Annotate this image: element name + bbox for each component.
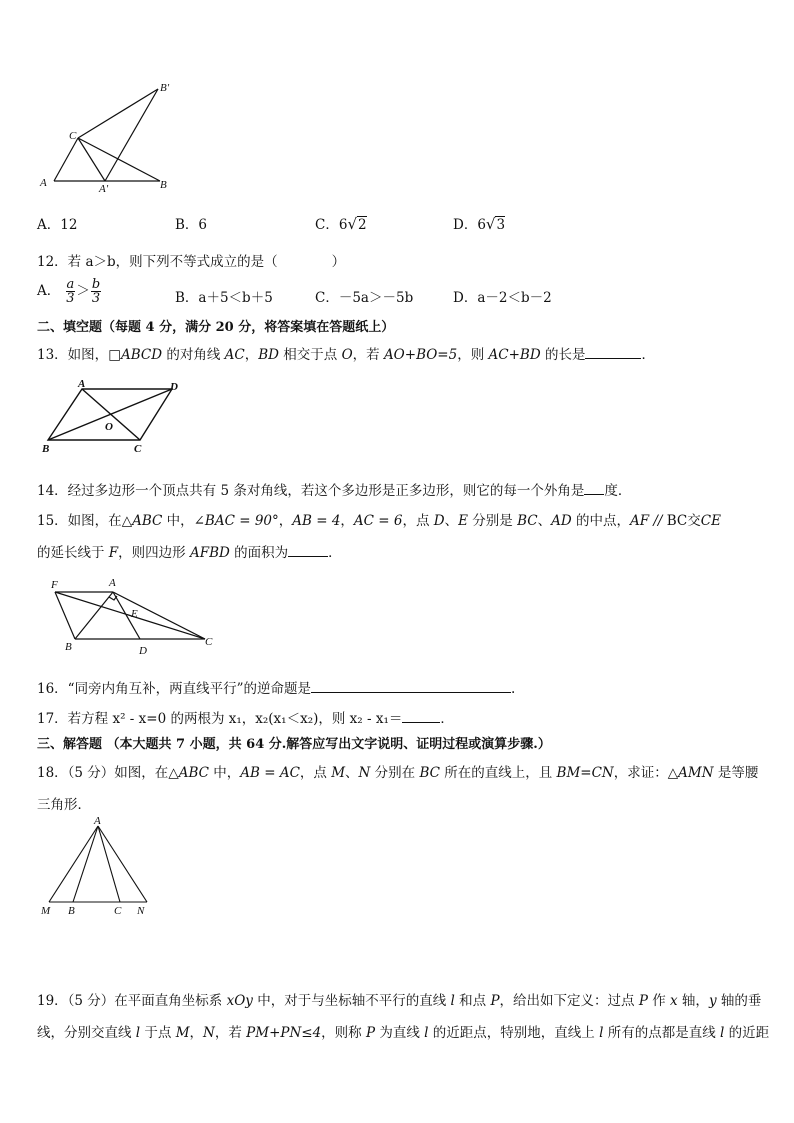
segment-ac bbox=[54, 138, 78, 181]
segment-fb bbox=[55, 592, 75, 639]
segment-am bbox=[49, 826, 98, 902]
figure-q13 bbox=[38, 378, 188, 458]
segment-a1b1 bbox=[105, 89, 158, 181]
segment-cb bbox=[78, 138, 160, 181]
label-a: A bbox=[109, 577, 116, 589]
label-b: B bbox=[160, 179, 167, 191]
segment-an bbox=[98, 826, 147, 902]
option-letter: A． bbox=[37, 217, 61, 233]
q19-line2: 线，分别交直线 l 于点 M，N，若 PM+PN≤4，则称 P 为直线 l 的近距点，特别地，直线上 l 所有的点都是直线 l 的近距 bbox=[37, 1025, 770, 1041]
label-n: N bbox=[137, 905, 145, 917]
figure-q18 bbox=[35, 814, 160, 920]
segment-ac bbox=[98, 826, 120, 902]
q11-option-b[interactable] bbox=[175, 213, 207, 233]
option-text: 6 bbox=[198, 217, 208, 233]
option-letter: A． bbox=[37, 283, 61, 299]
q11-option-a[interactable] bbox=[37, 213, 77, 233]
label-e: E bbox=[131, 608, 138, 620]
q14-text: 14．经过多边形一个顶点共有 5 条对角线，若这个多边形是正多边形，则它的每一个外角是 度． bbox=[37, 483, 632, 499]
option-letter: D． bbox=[453, 290, 478, 306]
fraction-a-over-3: $\frac{a}{3}$ bbox=[66, 277, 75, 306]
q15-line2: 的延长线于 F，则四边形 AFBD 的面积为 ． bbox=[37, 545, 342, 561]
label-a: A bbox=[40, 177, 47, 189]
option-coef: 6 bbox=[477, 217, 486, 233]
label-b-prime: B′ bbox=[160, 82, 170, 94]
answer-blank[interactable] bbox=[288, 544, 328, 557]
q13-text: 13．如图，□ABCD 的对角线 AC，BD 相交于点 O，若 AO+BO=5，则 AC+BD 的长是 ． bbox=[37, 347, 655, 363]
segment-cb1 bbox=[78, 89, 158, 138]
label-c: C bbox=[205, 636, 213, 648]
label-c: C bbox=[134, 443, 142, 455]
label-d: D bbox=[170, 381, 178, 393]
q12-option-c[interactable] bbox=[315, 286, 413, 306]
option-letter: C． bbox=[315, 217, 339, 233]
option-letter: B． bbox=[175, 290, 199, 306]
option-text: a－2＜b－2 bbox=[477, 290, 552, 306]
figure-q15 bbox=[45, 572, 225, 662]
figure-q11 bbox=[30, 78, 190, 194]
label-b: B bbox=[65, 641, 72, 653]
greater-than: ＞ bbox=[76, 283, 90, 299]
q18-line1: 18．（5 分）如图，在△ABC 中，AB = AC，点 M、N 分别在 BC 所在的直线上，且 BM=CN，求证：△AMN 是等腰 bbox=[37, 765, 759, 781]
label-m: M bbox=[41, 905, 51, 917]
label-c: C bbox=[69, 130, 77, 142]
section-heading-solutions: 三、解答题 （本大题共 7 小题，共 64 分.解答应写出文字说明、证明过程或演算步骤.） bbox=[37, 737, 551, 752]
answer-blank[interactable] bbox=[585, 346, 641, 359]
q11-option-d[interactable]: D．6√3 bbox=[453, 215, 506, 233]
option-letter: B． bbox=[175, 217, 199, 233]
option-letter: D． bbox=[453, 217, 478, 233]
label-a: A bbox=[94, 815, 101, 827]
answer-blank[interactable] bbox=[584, 482, 604, 495]
option-coef: 6 bbox=[338, 217, 348, 233]
segment-ab bbox=[73, 826, 98, 902]
label-a: A bbox=[78, 378, 86, 390]
segment-ab bbox=[75, 592, 113, 639]
q12-option-d[interactable] bbox=[453, 286, 552, 306]
option-text: a＋5＜b＋5 bbox=[198, 290, 273, 306]
option-text: －5a＞－5b bbox=[338, 290, 414, 306]
label-d: D bbox=[139, 645, 147, 657]
answer-blank[interactable] bbox=[402, 710, 440, 723]
q15-line1: 15．如图，在△ABC 中，∠BAC = 90°，AB = 4，AC = 6，点 D、E 分别是 BC、AD 的中点，AF // BC交CE bbox=[37, 513, 721, 529]
label-b: B bbox=[68, 905, 75, 917]
label-b: B bbox=[42, 443, 50, 455]
q12-stem: 12．若 a＞b，则下列不等式成立的是（ ） bbox=[37, 254, 346, 270]
option-radicand: 2 bbox=[358, 217, 367, 233]
fraction-b-over-3: $\frac{b}{3}$ bbox=[91, 277, 101, 306]
answer-blank[interactable] bbox=[311, 680, 511, 693]
label-o: O bbox=[105, 421, 113, 433]
q16-text: 16．“同旁内角互补，两直线平行”的逆命题是 . bbox=[37, 681, 516, 697]
q11-option-c[interactable]: C．6√2 bbox=[315, 215, 367, 233]
label-a-prime: A′ bbox=[99, 183, 109, 194]
option-text: 12 bbox=[60, 217, 78, 233]
q19-line1: 19．（5 分）在平面直角坐标系 xOy 中，对于与坐标轴不平行的直线 l 和点 P，给出如下定义：过点 P 作 x 轴，y 轴的垂 bbox=[37, 993, 762, 1009]
q17-text: 17．若方程 x² - x=0 的两根为 x₁，x₂(x₁＜x₂)，则 x₂ - x₁＝ ． bbox=[37, 711, 454, 727]
label-c: C bbox=[114, 905, 122, 917]
segment-fc bbox=[55, 592, 205, 639]
section-heading-fill-in: 二、填空题（每题 4 分，满分 20 分，将答案填在答题纸上） bbox=[37, 320, 395, 335]
option-radicand: 3 bbox=[496, 217, 506, 233]
label-f: F bbox=[51, 579, 58, 591]
q18-line2: 三角形． bbox=[37, 797, 91, 813]
option-letter: C． bbox=[315, 290, 339, 306]
q12-option-a[interactable] bbox=[37, 278, 102, 305]
q12-option-b[interactable] bbox=[175, 286, 273, 306]
